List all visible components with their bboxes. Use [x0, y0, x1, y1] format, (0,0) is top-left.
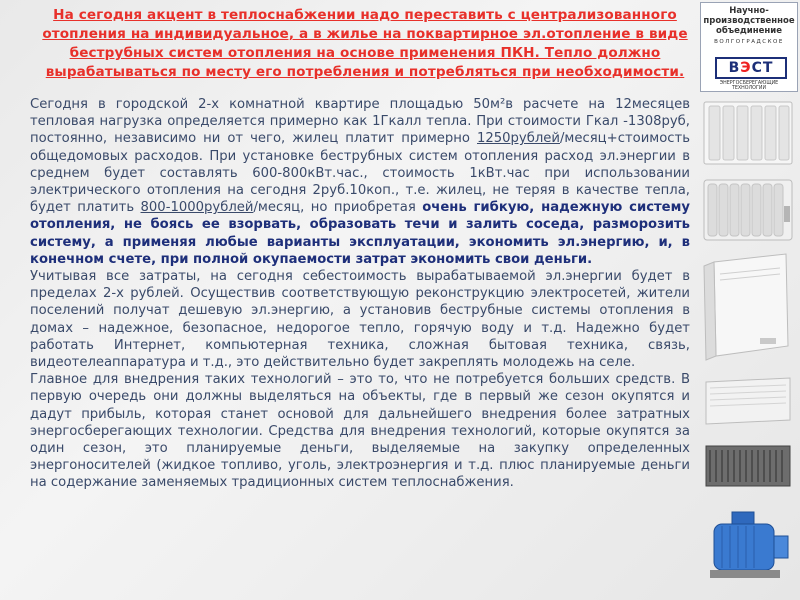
- radiator-photo-2: [700, 176, 796, 246]
- logo-subtitle: ЭНЕРГОСБЕРЕГАЮЩИЕ ТЕХНОЛОГИИ: [719, 81, 779, 91]
- headline: На сегодня акцент в теплоснабжении надо переставить с централизованного отопления на индивидуальное, а в жилье на поквартирное эл.отопление в виде беструбных систем отопления на основе применения ПКН. Тепло должно вырабатываться по месту его потребления и потребляться при необходимости.: [42, 7, 688, 80]
- monthly-cost-current: 1250рублей: [477, 131, 560, 147]
- logo-mark: [715, 57, 787, 79]
- paragraph-1-part1: Сегодня в городской 2-х комнатной квартире площадью 50м²в расчете на 12месяцев тепловая нагрузка определяется примерно как 1Гкалл тепла. При стоимости Гкал -1308руб, постоянно, независимо ни от чего, жилец платит примерно: [30, 97, 690, 147]
- logo-city: ВОЛГОГРАДСКОЕ: [714, 39, 784, 45]
- paragraph-1: [30, 96, 690, 268]
- paragraph-1-part3: /месяц, но приобретая: [253, 200, 423, 216]
- low-convector-photo: [700, 372, 796, 432]
- paragraph-1-emphasis: очень гибкую, надежную систему отопления, не боясь ее взорвать, образовать течи и залить соседа, разморозить систему, а применяя любые варианты эксплуатации, экономить эл.энергию, и, в конечном счете, при полной окупаемости затрат экономить свои деньги.: [30, 200, 690, 267]
- heating-element-photo: [700, 436, 796, 496]
- paragraph-1-part2: /месяц+стоимость общедомовых расходов. При установке беструбных систем отопления расход эл.энергии в среднем будет составлять 600-800кВт.час., стоимость 1кВт.час при использовании электрического отопления на сегодня 2руб.10коп., т.е. жилец, не теряя в качестве тепла, будет платить: [30, 131, 690, 216]
- main-text: [30, 96, 690, 492]
- convector-photo: [700, 250, 796, 366]
- radiator-photo-1: [700, 96, 796, 170]
- logo-caption: Научно-производственное объединение: [703, 6, 795, 36]
- logo-mark-mid: Э: [740, 60, 752, 76]
- monthly-cost-new: 800-1000рублей: [140, 200, 254, 216]
- paragraph-2: Учитывая все затраты, на сегодня себестоимость вырабатываемой эл.энергии будет в пределах 2-х рублей. Осуществив соответствующую реконструкцию электросетей, жители поселений получат дешевую эл.энергию, а установив беструбные системы отопления в домах – надежное, безопасное, недорогое тепло, горячую воду и т.д. Надежно будет работать Интернет, компьютерная техника, сложная бытовая техника, связь, видеотелеаппаратура и т.д., это действительно будет закреплять молодежь на селе.: [30, 269, 690, 371]
- logo-mark-left: В: [728, 60, 741, 76]
- logo-mark-right: СТ: [751, 60, 774, 76]
- company-logo: [700, 2, 798, 92]
- electric-boiler-photo: [700, 500, 796, 596]
- paragraph-3: Главное для внедрения таких технологий – это то, что не потребуется больших средств. В первую очередь они должны выделяться на объекты, где в первый же сезон окупятся и дадут прибыль, которая станет основой для дальнейшего внедрения более затратных энергосберегающих технологии. Средства для внедрения технологий, которые окупятся за один сезон, это планируемые деньги, выделяемые на закупку определенных энергоносителей (жидкое топливо, уголь, электроэнергия и т.д. плюс планируемые деньги на содержание заменяемых традиционных систем теплоснабжения.: [30, 372, 690, 491]
